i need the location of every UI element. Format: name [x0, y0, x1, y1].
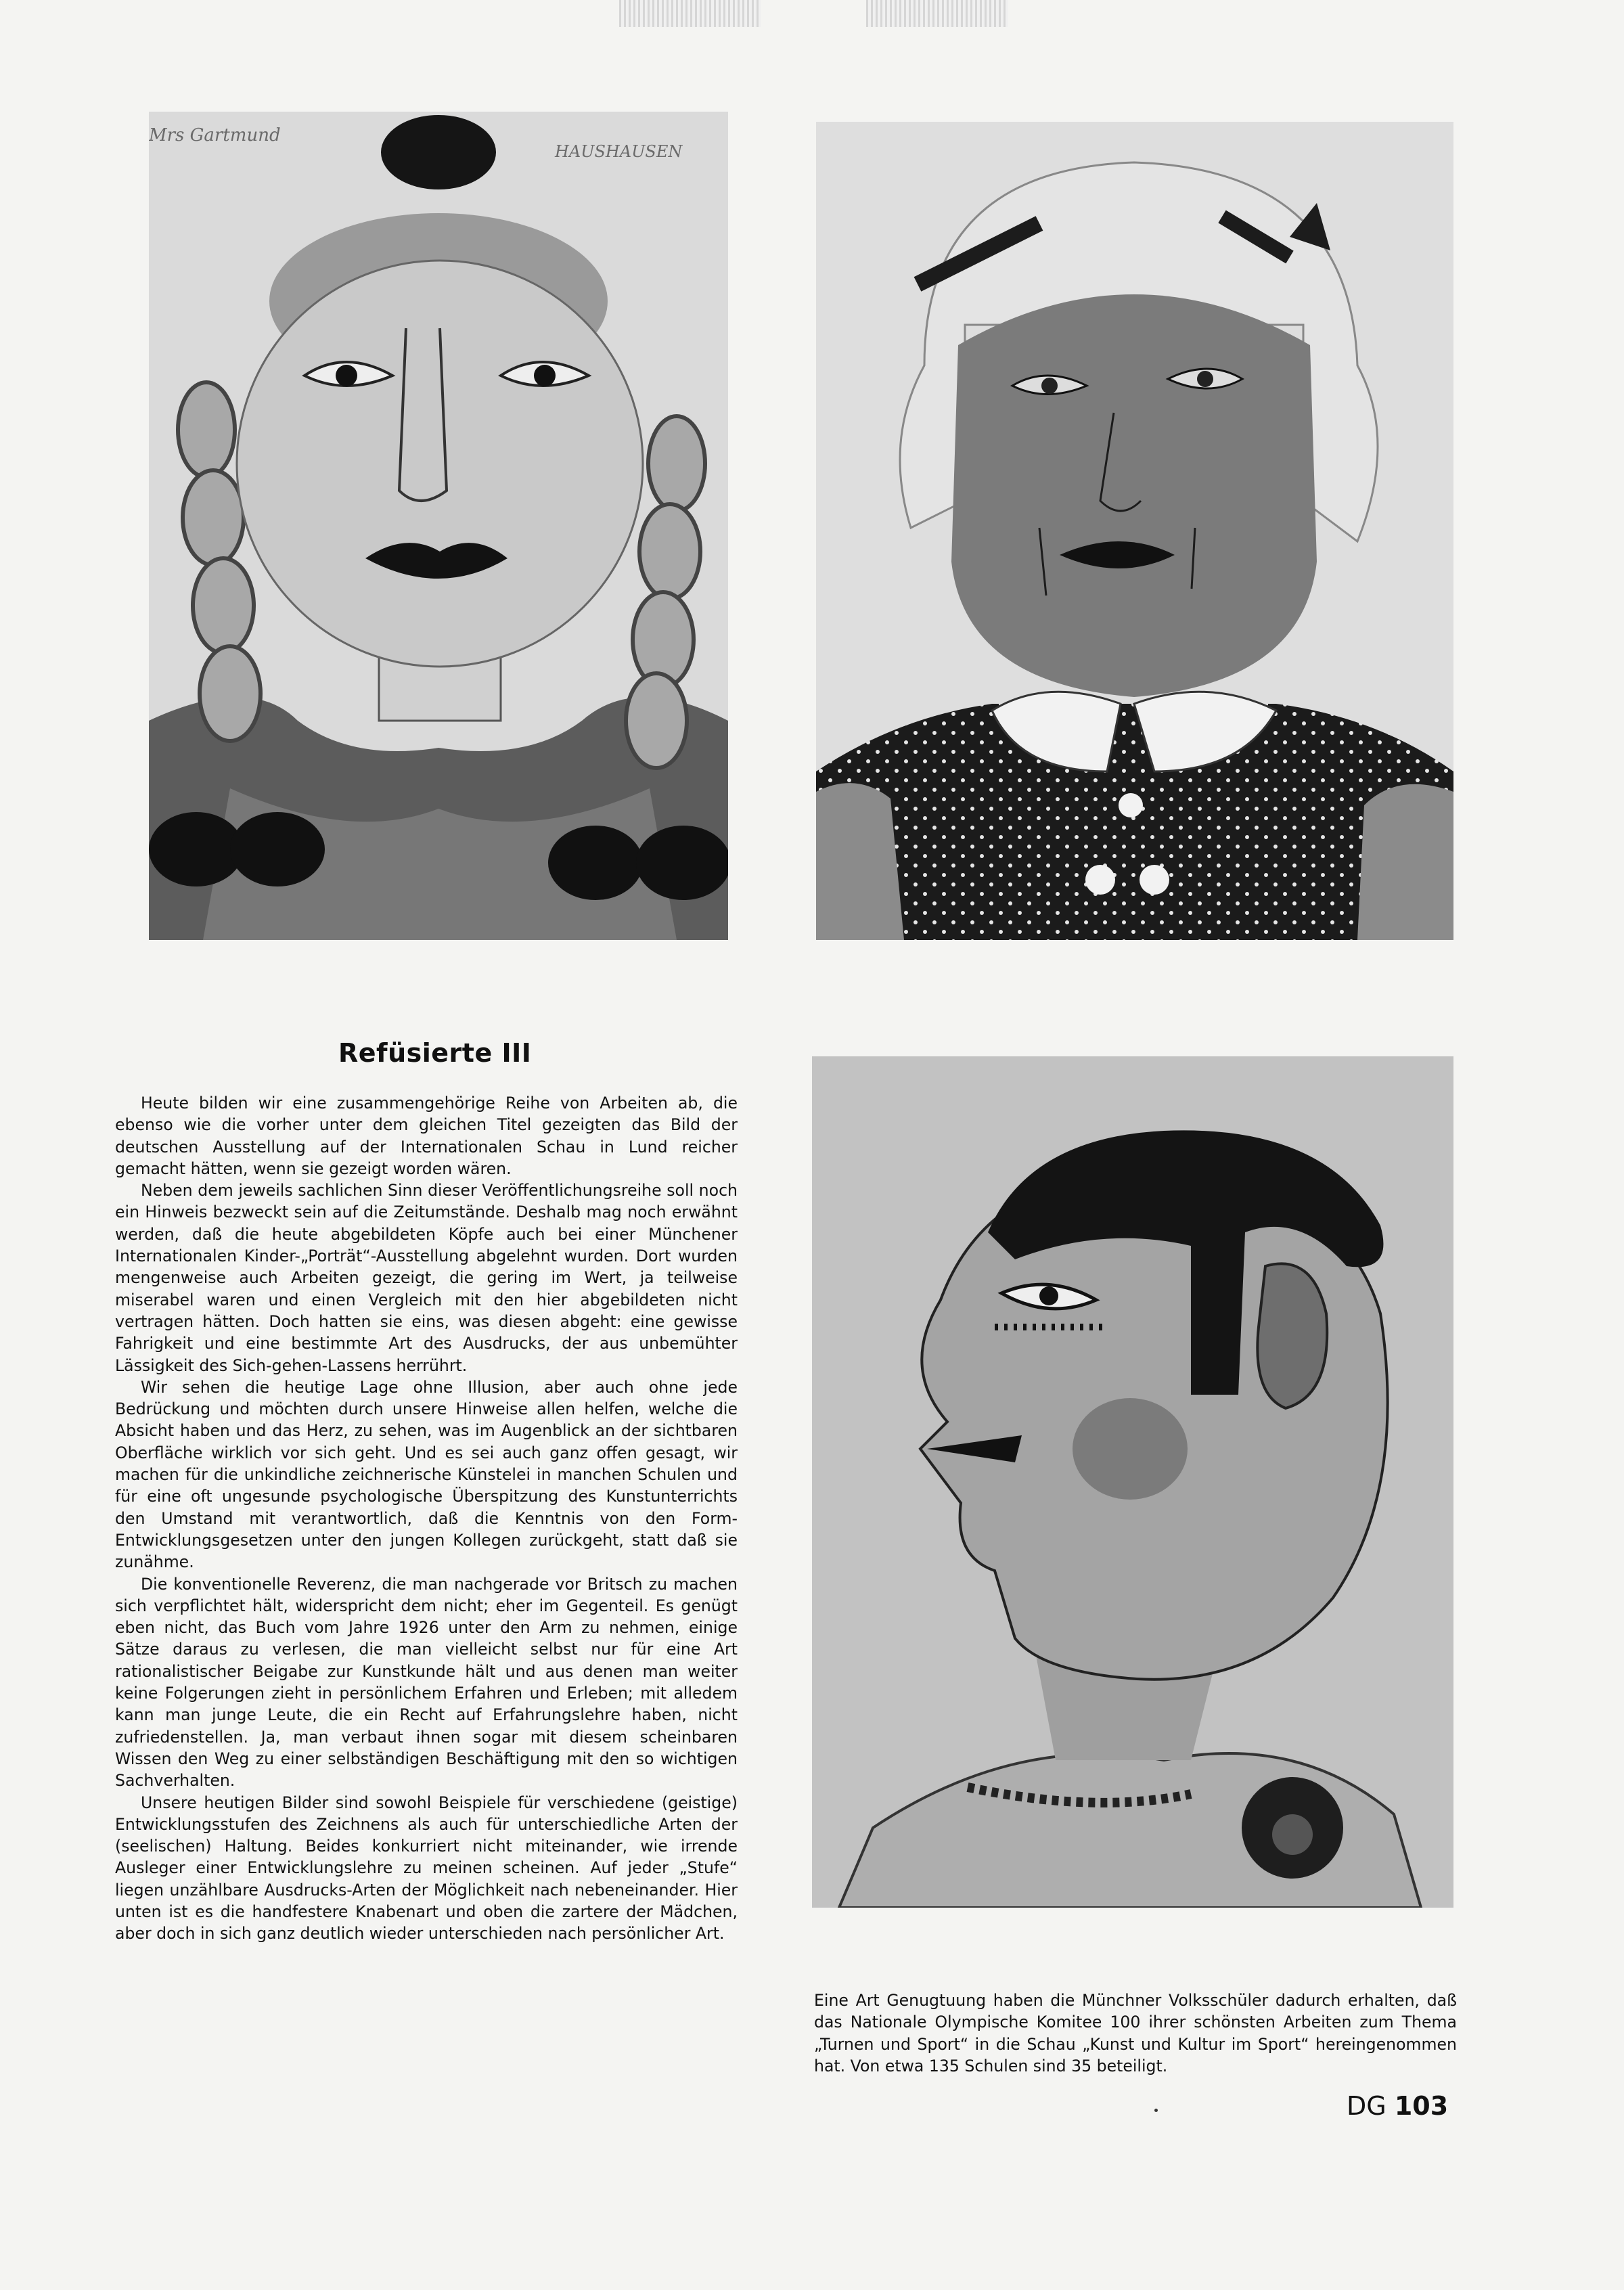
- drawing-girl-with-braids: [149, 112, 728, 940]
- folio-number: 103: [1394, 2091, 1449, 2121]
- scan-artifact-left: [619, 0, 761, 27]
- girl-portrait-image: [149, 112, 728, 940]
- article-body: [115, 1092, 738, 1945]
- article-paragraph: Wir sehen die heutige Lage ohne Illusion, aber auch ohne jede Bedrückung und möchten durch unsere Hinweise allen helfen, welche die Absicht haben und das Herz, zu sehen, was im Augenblick an der sichtbaren Oberfläche wirklich vor sich geht. Und es sei auch ganz offen gesagt, wir machen für die unkindliche zeichnerische Künstelei in manchen Schulen und für eine oft ungesunde psychologische Überspitzung des Kunstunterrichts den Umstand mit verantwortlich, daß die Kenntnis von den Form-Entwicklungsgesetzen unter den jungen Kollegen zurückgeht, statt daß sie zunähme.: [115, 1377, 738, 1572]
- drawing-woman-polka-dress: [816, 122, 1453, 940]
- boy-portrait-image: [812, 1056, 1453, 1908]
- drawing-inscription-right: HAUSHAUSEN: [555, 142, 683, 161]
- image-caption: Eine Art Genugtuung haben die Münchner Volksschüler dadurch erhalten, daß das Nationale Olympische Komitee 100 ihrer schönsten Arbeiten zum Thema „Turnen und Sport“ in die Schau „Kunst und Kultur im Sport“ hereingenommen hat. Von etwa 135 Schulen sind 35 beteiligt.: [814, 1991, 1457, 2075]
- article-paragraph: Heute bilden wir eine zusammengehörige Reihe von Arbeiten ab, die ebenso wie die vorher unter dem gleichen Titel gezeigten das Bild der deutschen Ausstellung auf der Internationalen Schau in Lund reicher gemacht hätten, wenn sie gezeigt worden wären.: [115, 1094, 738, 1178]
- scan-artifact-right: [866, 0, 1008, 27]
- woman-portrait-image: [816, 122, 1453, 940]
- drawing-inscription-left: Mrs Gartmund: [149, 125, 281, 145]
- article-paragraph: Die konventionelle Reverenz, die man nachgerade vor Britsch zu machen sich verpflichtet hält, widerspricht dem nicht; eher im Gegenteil. Es genügt eben nicht, das Buch vom Jahre 1926 unter den Arm zu nehmen, einige Sätze daraus zu verlesen, die man vielleicht selbst nur für eine Art rationalistischer Beigabe zur Kunstkunde hält und aus denen man weiter keine Folgerungen zieht in persönlichem Erfahren und Erleben; mit alledem kann man junge Leute, die ein Recht auf Erfahrungslehre haben, nicht zufriedenstellen. Ja, man verbaut ihnen sogar mit diesem scheinbaren Wissen den Weg zu einer selbständigen Beschäftigung mit den so wichtigen Sachverhalten.: [115, 1574, 738, 1791]
- print-speck: [1154, 2109, 1158, 2112]
- drawing-boy-profile: [812, 1056, 1453, 1908]
- article-paragraph: Unsere heutigen Bilder sind sowohl Beispiele für verschiedene (geistige) Entwicklungsstufen des Zeichnens als auch für unterschiedliche Arten der (seelischen) Haltung. Beides konkurriert nicht miteinander, wie irrende Ausleger einer Entwicklungslehre zu meinen scheinen. Auf jeder „Stufe“ liegen unzählbare Ausdrucks-Arten der Möglichkeit nach nebeneinander. Hier unten ist es die handfestere Knabenart und oben die zartere der Mädchen, aber doch in sich ganz deutlich wieder unterschieden nach persönlicher Art.: [115, 1793, 738, 1944]
- article-title: Refüsierte III: [338, 1038, 532, 1068]
- folio-prefix: DG: [1347, 2091, 1386, 2121]
- article-paragraph: Neben dem jeweils sachlichen Sinn dieser Veröffentlichungsreihe soll noch ein Hinweis bezweckt sein auf die Zeitumstände. Deshalb mag noch erwähnt werden, daß die heute abgebildeten Köpfe auch bei einer Münchener Internationalen Kinder-„Porträt“-Ausstellung abgelehnt wurden. Dort wurden mengenweise auch Arbeiten gezeigt, die gering im Wert, ja teilweise miserabel waren und einen Vergleich mit den hier abgebildeten nicht vertragen hätten. Doch hatten sie eins, was diesen abgeht: eine gewisse Fahrigkeit und eine bestimmte Art des Ausdrucks, der aus unbemühter Lässigkeit des Sich-gehen-Lassens herrührt.: [115, 1181, 738, 1375]
- page-number: [1347, 2091, 1448, 2121]
